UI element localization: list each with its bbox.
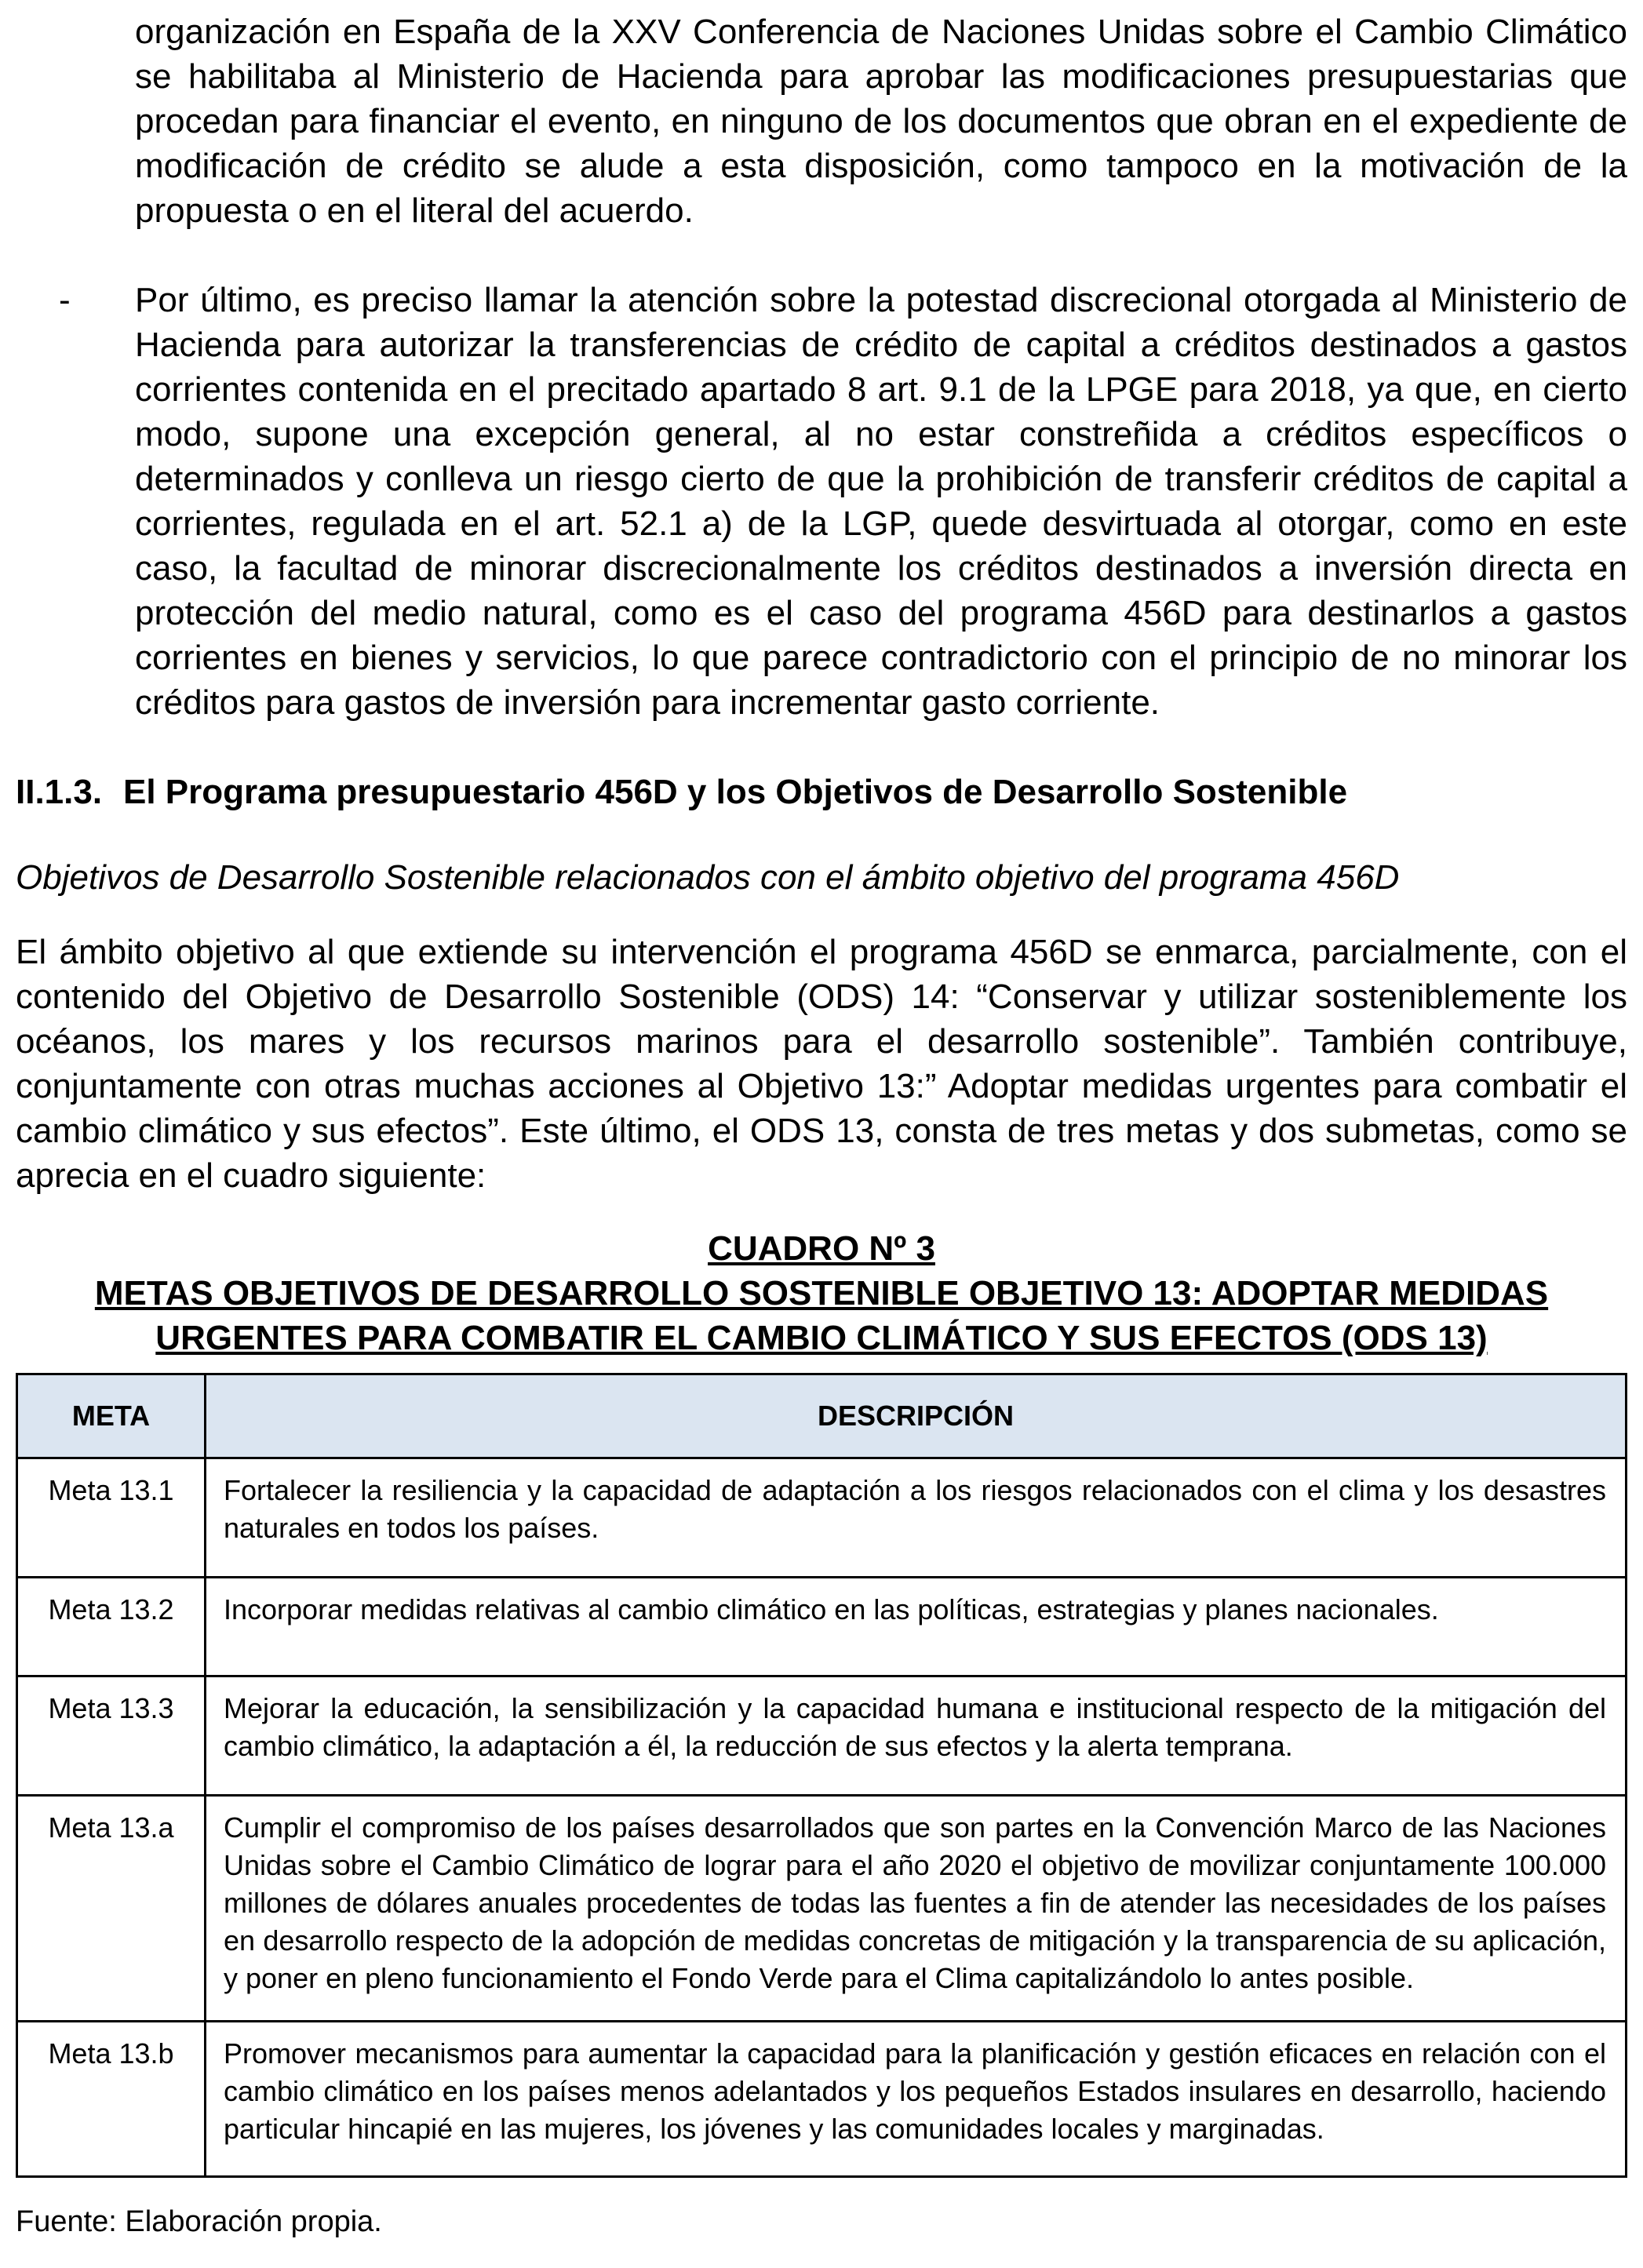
meta-description-cell: Fortalecer la resiliencia y la capacidad de adaptación a los riesgos relacionados con el clima y los desastres naturales en todos los países. (206, 1458, 1627, 1578)
meta-id-cell: Meta 13.a (17, 1796, 206, 2022)
list-item (16, 278, 1627, 725)
meta-id-cell: Meta 13.1 (17, 1458, 206, 1578)
meta-id-cell: Meta 13.2 (17, 1578, 206, 1676)
table-header-row (17, 1374, 1627, 1458)
source-note: Fuente: Elaboración propia. (16, 2205, 382, 2238)
table-caption (16, 1226, 1627, 1360)
body-paragraph: El ámbito objetivo al que extiende su intervención el programa 456D se enmarca, parcialmente, con el contenido del Objetivo de Desarrollo Sostenible (ODS) 14: “Conservar y utilizar sosteniblemente los océanos, los mares y los recursos marinos para el desarrollo sostenible”. También contribuye, conjuntamente con otras muchas acciones al Objetivo 13:” Adoptar medidas urgentes para combatir el cambio climático y sus efectos”. Este último, el ODS 13, consta de tres metas y dos submetas, como se aprecia en el cuadro siguiente: (16, 933, 1627, 1195)
meta-description-cell: Promover mecanismos para aumentar la capacidad para la planificación y gestión eficaces en relación con el cambio climático en los países menos adelantados y los pequeños Estados insulares en desarrollo, haciendo particular hincapié en las mujeres, los jóvenes y las comunidades locales y marginadas. (206, 2022, 1627, 2177)
table-caption-title: METAS OBJETIVOS DE DESARROLLO SOSTENIBLE OBJETIVO 13: ADOPTAR MEDIDAS URGENTES PARA COMBATIR EL CAMBIO CLIMÁTICO Y SUS EFECTOS (ODS 13) (94, 1274, 1549, 1357)
continuation-paragraph: organización en España de la XXV Conferencia de Naciones Unidas sobre el Cambio Climático se habilitaba al Ministerio de Hacienda para aprobar las modificaciones presupuestarias que procedan para financiar el evento, en ninguno de los documentos que obran en el expediente de modificación de crédito se alude a esta disposición, como tampoco en la motivación de la propuesta o en el literal del acuerdo. (135, 13, 1627, 230)
meta-id-cell: Meta 13.3 (17, 1676, 206, 1796)
table-row (17, 1676, 1627, 1796)
meta-description-cell: Cumplir el compromiso de los países desarrollados que son partes en la Convención Marco de las Naciones Unidas sobre el Cambio Climático de lograr para el año 2020 el objetivo de movilizar conjuntamente 100.000 millones de dólares anuales procedentes de todas las fuentes a fin de atender las necesidades de los países en desarrollo respecto de la adopción de medidas concretas de mitigación y la transparencia de su aplicación, y poner en pleno funcionamiento el Fondo Verde para el Clima capitalizándolo lo antes posible. (206, 1796, 1627, 2022)
ods13-metas-table (16, 1373, 1627, 2178)
section-heading (16, 770, 1627, 814)
table-row (17, 1796, 1627, 2022)
dash-bullet-marker: - (59, 281, 71, 319)
section-number: II.1.3. (16, 773, 103, 811)
meta-description-cell: Incorporar medidas relativas al cambio climático en las políticas, estrategias y planes nacionales. (206, 1578, 1627, 1676)
list-item-text: Por último, es preciso llamar la atención sobre la potestad discrecional otorgada al Ministerio de Hacienda para autorizar la transferencias de crédito de capital a créditos destinados a gastos corrientes contenida en el precitado apartado 8 art. 9.1 de la LPGE para 2018, ya que, en cierto modo, supone una excepción general, al no estar constreñida a créditos específicos o determinados y conlleva un riesgo cierto de que la prohibición de transferir créditos de capital a corrientes, regulada en el art. 52.1 a) de la LGP, quede desvirtuada al otorgar, como en este caso, la facultad de minorar discrecionalmente los créditos destinados a inversión directa en protección del medio natural, como es el caso del programa 456D para destinarlos a gastos corrientes en bienes y servicios, lo que parece contradictorio con el principio de no minorar los créditos para gastos de inversión para incrementar gasto corriente. (135, 281, 1627, 722)
section-title: El Programa presupuestario 456D y los Objetivos de Desarrollo Sostenible (123, 773, 1348, 811)
column-header-meta: META (17, 1374, 206, 1458)
subtitle-italic: Objetivos de Desarrollo Sostenible relacionados con el ámbito objetivo del programa 456D (16, 858, 1400, 897)
column-header-descripcion: DESCRIPCIÓN (206, 1374, 1627, 1458)
table-row (17, 1458, 1627, 1578)
table-row (17, 1578, 1627, 1676)
meta-description-cell: Mejorar la educación, la sensibilización y la capacidad humana e institucional respecto de la mitigación del cambio climático, la adaptación a él, la reducción de sus efectos y la alerta temprana. (206, 1676, 1627, 1796)
table-row (17, 2022, 1627, 2177)
table-caption-number: CUADRO Nº 3 (708, 1229, 935, 1268)
meta-id-cell: Meta 13.b (17, 2022, 206, 2177)
